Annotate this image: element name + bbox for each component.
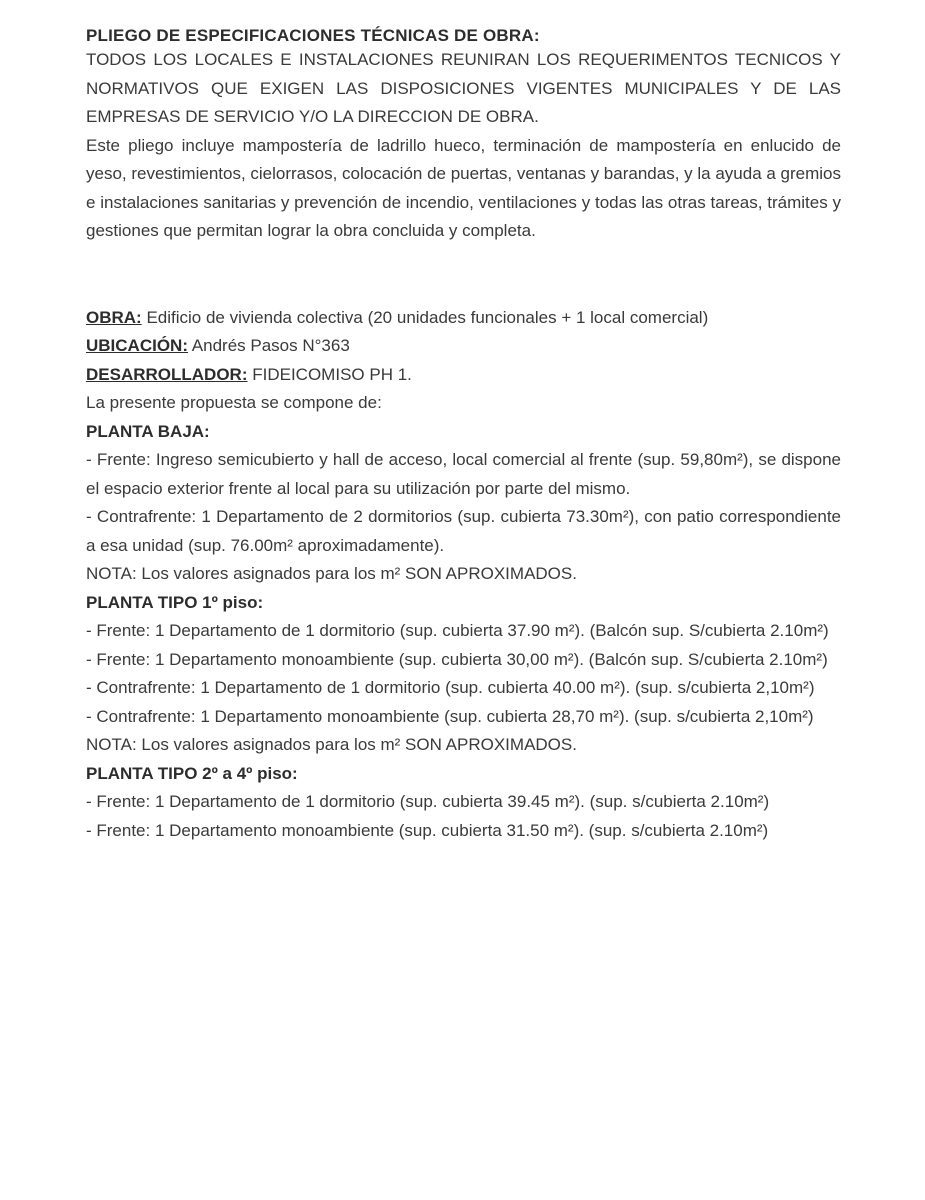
ubicacion-label: UBICACIÓN: (86, 336, 188, 355)
project-info-block (86, 304, 841, 390)
list-item: - Frente: 1 Departamento monoambiente (sup. cubierta 30,00 m²). (Balcón sup. S/cubierta 2.10m²) (86, 649, 828, 669)
planta-tipo-1-heading: PLANTA TIPO 1º piso: (86, 592, 264, 612)
planta-baja-items (86, 446, 841, 560)
project-info-ubicacion (86, 332, 841, 361)
nota-planta-baja: NOTA: Los valores asignados para los m² SON APROXIMADOS. (86, 564, 577, 583)
project-info-desarrollador (86, 361, 841, 390)
ubicacion-value: Andrés Pasos N°363 (191, 336, 350, 355)
intro-paragraph-requirements: TODOS LOS LOCALES E INSTALACIONES REUNIRAN LOS REQUERIMENTOS TECNICOS Y NORMATIVOS QUE EXIGEN LAS DISPOSICIONES VIGENTES MUNICIPALES Y DE LAS EMPRESAS DE SERVICIO Y/O LA DIRECCION DE OBRA. (86, 50, 841, 126)
section-planta-tipo-2-4 (86, 760, 841, 846)
planta-tipo-2-4-heading: PLANTA TIPO 2º a 4º piso: (86, 763, 298, 783)
list-item: - Frente: 1 Departamento monoambiente (sup. cubierta 31.50 m²). (sup. s/cubierta 2.10m²) (86, 820, 769, 840)
desarrollador-value: FIDEICOMISO PH 1. (252, 364, 412, 384)
planta-tipo-1-items (86, 617, 841, 731)
intro-paragraph-scope: Este pliego incluye mampostería de ladrillo hueco, terminación de mampostería en enlucido de yeso, revestimientos, cielorrasos, colocación de puertas, ventanas y barandas, y la ayuda a gremios e instalaciones sanitarias y prevención de incendio, ventilaciones y todas las otras tareas, trámites y gestiones que permitan lograr la obra concluida y completa. (86, 135, 842, 240)
desarrollador-label: DESARROLLADOR: (86, 364, 248, 384)
planta-baja-heading: PLANTA BAJA: (86, 421, 210, 441)
document-title: PLIEGO DE ESPECIFICACIONES TÉCNICAS DE OBRA: (86, 26, 540, 45)
list-item: - Frente: 1 Departamento de 1 dormitorio (sup. cubierta 39.45 m²). (sup. s/cubierta 2.10m²) (86, 792, 770, 811)
proposal-intro: La presente propuesta se compone de: (86, 393, 382, 412)
project-info-obra (86, 304, 841, 333)
list-item: - Contrafrente: 1 Departamento de 1 dormitorio (sup. cubierta 40.00 m²). (sup. s/cubierta 2,10m²) (86, 678, 815, 697)
list-item: - Contrafrente: 1 Departamento monoambiente (sup. cubierta 28,70 m²). (sup. s/cubierta 2,10m²) (86, 706, 814, 726)
list-item: - Contrafrente: 1 Departamento de 2 dormitorios (sup. cubierta 73.30m²), con patio correspondiente a esa unidad (sup. 76.00m² aproximadamente). (86, 507, 841, 555)
planta-tipo-2-4-items (86, 788, 841, 845)
section-planta-tipo-1 (86, 589, 841, 760)
list-item: - Frente: 1 Departamento de 1 dormitorio (sup. cubierta 37.90 m²). (Balcón sup. S/cubierta 2.10m²) (86, 621, 829, 640)
nota-planta-tipo-1: NOTA: Los valores asignados para los m² SON APROXIMADOS. (86, 735, 577, 754)
list-item: - Frente: Ingreso semicubierto y hall de acceso, local comercial al frente (sup. 59,80m²), se dispone el espacio exterior frente al local para su utilización por parte del mismo. (86, 450, 841, 498)
section-planta-baja (86, 418, 841, 589)
obra-label: OBRA: (86, 307, 142, 327)
obra-value: Edificio de vivienda colectiva (20 unidades funcionales + 1 local comercial) (146, 307, 709, 327)
